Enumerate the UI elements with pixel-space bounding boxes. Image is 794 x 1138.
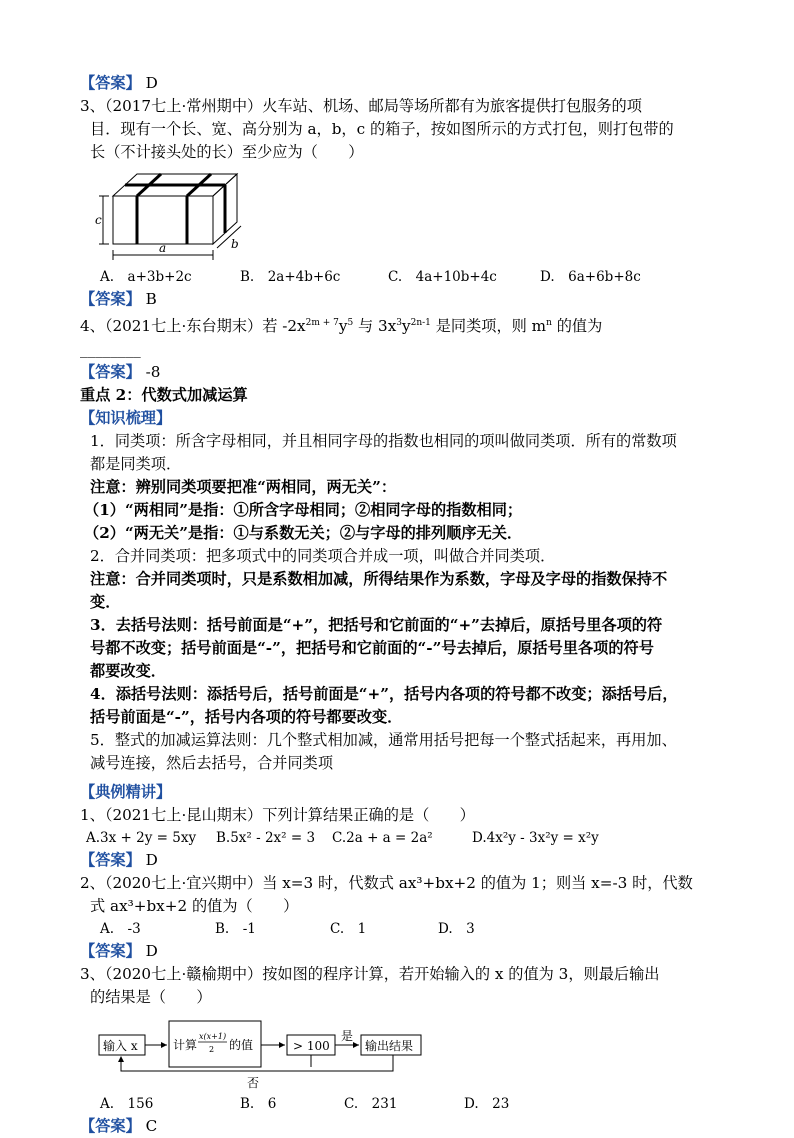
example-2-line-1: 2、（2020七上·宜兴期中）当 x=3 时，代数式 ax³+bx+2 的值为 1；则当 x=-3 时，代数 xyxy=(80,874,693,892)
example-3-line-2: 的结果是（ ） xyxy=(90,988,212,1006)
box-label-a: a xyxy=(159,241,167,255)
knowledge-4-line-1: 4．添括号法则：添括号后，括号前面是“+”，括号内各项的符号都不改变；添括号后， xyxy=(90,685,678,703)
option-b: B. 2a+4b+6c xyxy=(240,269,341,285)
box-figure xyxy=(95,166,255,266)
knowledge-note-2: （2）“两无关”是指：①与系数无关；②与字母的排列顺序无关． xyxy=(84,524,523,542)
knowledge-2: 2．合并同类项：把多项式中的同类项合并成一项，叫做合并同类项． xyxy=(90,547,556,565)
example-3-options xyxy=(100,1093,710,1115)
answer-tag: 【答案】 xyxy=(80,942,141,960)
answer-line: 【答案】 D xyxy=(80,851,158,869)
answer-blank: ________ xyxy=(80,340,141,358)
knowledge-note: 注意：辨别同类项要把准“两相同，两无关”： xyxy=(90,478,397,496)
flow-compare-box: > 100 xyxy=(293,1039,330,1053)
option-b: B.5x² - 2x² = 3 xyxy=(216,830,316,846)
knowledge-3-line-1: 3．去括号法则：括号前面是“+”，把括号和它前面的“+”去掉后，原括号里各项的符 xyxy=(90,616,663,634)
knowledge-2-note-1: 注意：合并同类项时，只是系数相加减，所得结果作为系数，字母及字母的指数保持不 xyxy=(90,570,668,588)
document-page xyxy=(80,72,710,1138)
option-a: A. a+3b+2c xyxy=(100,269,192,285)
section-heading: 重点 2：代数式加减运算 xyxy=(80,386,248,404)
option-c: C. 231 xyxy=(344,1096,398,1112)
answer-line: 【答案】 D xyxy=(80,74,158,92)
flow-calc-tail: 的值 xyxy=(229,1038,254,1052)
knowledge-note-1: （1）“两相同”是指：①所含字母相同；②相同字母的指数相同； xyxy=(84,501,523,519)
answer-tag: 【答案】 xyxy=(80,363,141,381)
option-a: A. -3 xyxy=(100,921,141,937)
box-label-c: c xyxy=(95,213,102,227)
flow-calc-label: 计算 xyxy=(173,1038,198,1052)
knowledge-1-line-2: 都是同类项． xyxy=(90,455,182,473)
answer-tag: 【答案】 xyxy=(80,1117,141,1135)
option-d: D. 23 xyxy=(464,1096,510,1112)
option-b: B. 6 xyxy=(240,1096,277,1112)
example-3-line-1: 3、（2020七上·赣榆期中）按如图的程序计算，若开始输入的 x 的值为 3，则最后输出 xyxy=(80,965,660,983)
answer-tag: 【答案】 xyxy=(80,74,141,92)
flow-yes-label: 是 xyxy=(341,1029,354,1043)
answer-tag: 【答案】 xyxy=(80,851,141,869)
answer-line: 【答案】 -8 xyxy=(80,363,161,381)
question-4-line: 4、（2021七上·东台期末）若 $-2x^{2m + 7}y^5$ 与 $3x^3y^{2n-1}$ 是同类项，则 $m^n$ 的值为 xyxy=(80,317,603,335)
knowledge-4-line-2: 括号前面是“-”，括号内各项的符号都要改变． xyxy=(90,708,403,726)
question-3-options xyxy=(100,266,710,288)
option-d: D.4x²y - 3x²y = x²y xyxy=(472,830,599,846)
answer-tag: 【答案】 xyxy=(80,290,141,308)
answer-line: 【答案】 C xyxy=(80,1117,158,1135)
question-3-line-3: 长（不计接头处的长）至少应为（ ） xyxy=(90,143,364,161)
question-3-line-2: 目．现有一个长、宽、高分别为 a，b，c 的箱子，按如图所示的方式打包，则打包带的 xyxy=(90,120,674,138)
option-c: C.2a + a = 2a² xyxy=(332,830,433,846)
question-3-line-1: 3、（2017七上·常州期中）火车站、机场、邮局等场所都有为旅客提供打包服务的项 xyxy=(80,97,642,115)
option-a: A. 156 xyxy=(100,1096,154,1112)
box-label-b: b xyxy=(231,237,239,251)
option-c: C. 4a+10b+4c xyxy=(388,269,497,285)
knowledge-5-line-1: 5．整式的加减运算法则：几个整式相加减，通常用括号把每一个整式括起来，再用加、 xyxy=(90,731,677,749)
flow-calc-denominator: 2 xyxy=(209,1045,215,1054)
answer-line: 【答案】 D xyxy=(80,942,158,960)
example-1-options xyxy=(86,827,710,849)
example-1: 1、（2021七上·昆山期末）下列计算结果正确的是（ ） xyxy=(80,806,475,824)
option-b: B. -1 xyxy=(215,921,256,937)
example-2-line-2: 式 ax³+bx+2 的值为（ ） xyxy=(90,897,299,915)
flow-input-box: 输入 x xyxy=(103,1039,138,1053)
knowledge-3-line-2: 号都不改变；括号前面是“-”，把括号和它前面的“-”号去掉后，原括号里各项的符号 xyxy=(90,639,654,657)
flowchart xyxy=(97,1013,437,1091)
flow-calc-numerator: x(x+1) xyxy=(199,1032,227,1041)
examples-title: 【典例精讲】 xyxy=(80,783,172,801)
flow-output-box: 输出结果 xyxy=(365,1039,414,1053)
option-d: D. 6a+6b+8c xyxy=(540,269,641,285)
option-d: D. 3 xyxy=(438,921,475,937)
option-a: A.3x + 2y = 5xy xyxy=(86,830,197,846)
knowledge-3-line-3: 都要改变． xyxy=(90,662,166,680)
knowledge-5-line-2: 减号连接，然后去括号，合并同类项 xyxy=(90,754,333,772)
flow-no-label: 否 xyxy=(247,1076,260,1090)
option-c: C. 1 xyxy=(330,921,367,937)
knowledge-2-note-2: 变． xyxy=(90,593,121,611)
answer-line: 【答案】 B xyxy=(80,290,157,308)
knowledge-1-line-1: 1．同类项：所含字母相同，并且相同字母的指数也相同的项叫做同类项．所有的常数项 xyxy=(90,432,677,450)
example-2-options xyxy=(100,918,710,940)
knowledge-title: 【知识梳理】 xyxy=(80,409,172,427)
